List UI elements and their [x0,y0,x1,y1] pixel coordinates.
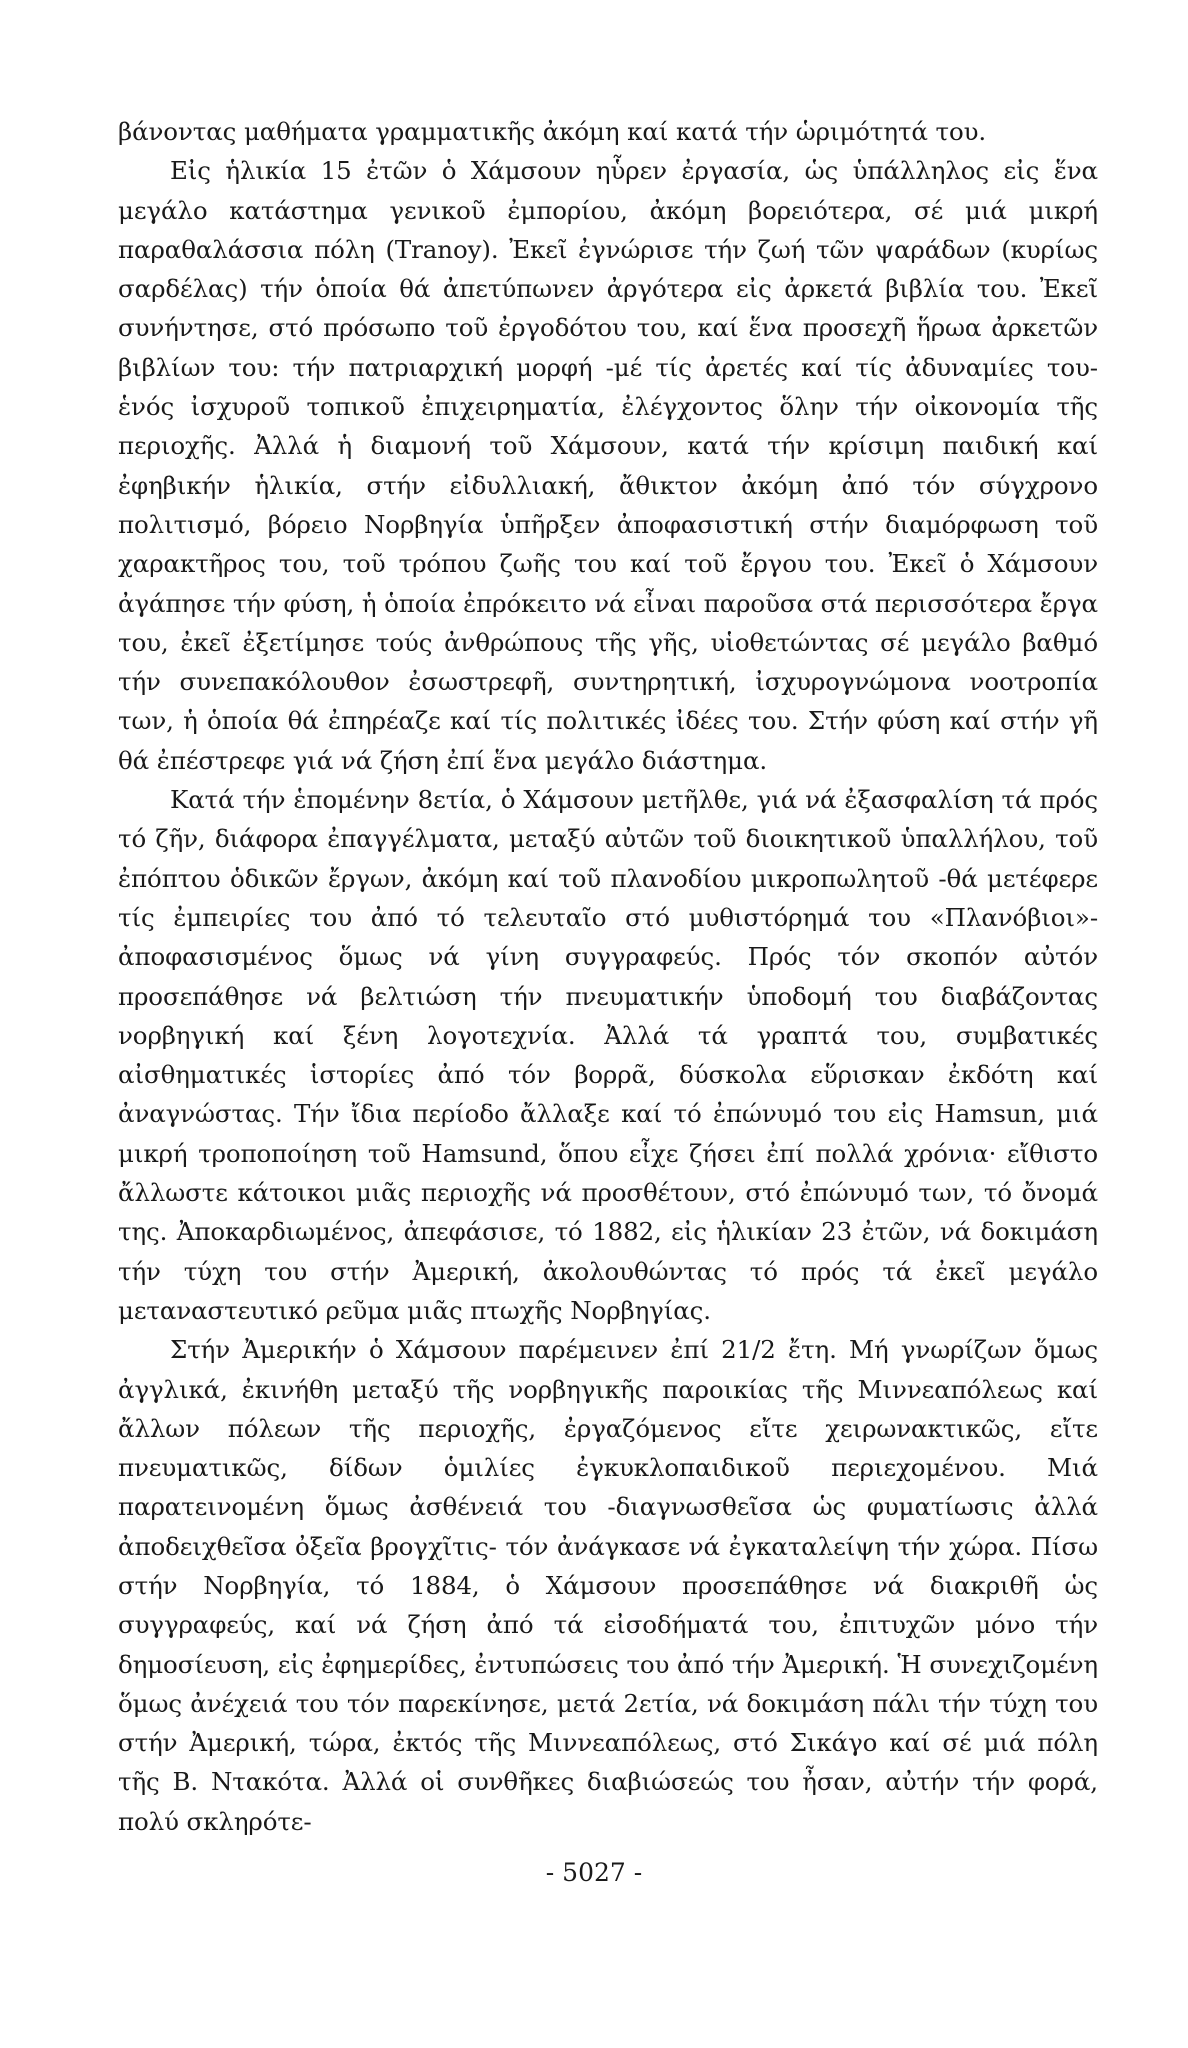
paragraph-professions: Κατά τήν ἑπομένην 8ετία, ὁ Χάμσουν μετῆλθε, γιά νά ἐξασφαλίση τά πρός τό ζῆν, διάφορα ἐπαγγέλματα, μεταξύ αὐτῶν τοῦ διοικητικοῦ ὑπαλλήλου, τοῦ ἐπόπτου ὁδικῶν ἔργων, ἀκόμη καί τοῦ πλανοδίου μικροπωλητοῦ -θά μετέφερε τίς ἐμπειρίες του ἀπό τό τελευταῖο στό μυθιστόρημά του «Πλανόβιοι»- ἀποφασισμένος ὅμως νά γίνη συγγραφεύς. Πρός τόν σκοπόν αὐτόν προσεπάθησε νά βελτιώση τήν πνευματικήν ὑποδομή του διαβάζοντας νορβηγική καί ξένη λογοτεχνία. Ἀλλά τά γραπτά του, συμβατικές αἰσθηματικές ἱστορίες ἀπό τόν βορρᾶ, δύσκολα εὕρισκαν ἐκδότη καί ἀναγνώστας. Τήν ἴδια περίοδο ἄλλαξε καί τό ἐπώνυμό του εἰς Hamsun, μιά μικρή τροποποίηση τοῦ Hamsund, ὅπου εἶχε ζήσει ἐπί πολλά χρόνια· εἴθιστο ἄλλωστε κάτοικοι μιᾶς περιοχῆς νά προσθέτουν, στό ἐπώνυμό των, τό ὄνομά της. Ἀποκαρδιωμένος, ἀπεφάσισε, τό 1882, εἰς ἡλικίαν 23 ἐτῶν, νά δοκιμάση τήν τύχη του στήν Ἀμερική, ἀκολουθώντας τό πρός τά ἐκεῖ μεγάλο μεταναστευτικό ρεῦμα μιᾶς πτωχῆς Νορβηγίας. [118,785,1098,1325]
paragraph-continuation: βάνοντας μαθήματα γραμματικῆς ἀκόμη καί κατά τήν ὡριμότητά του. [118,117,987,146]
paragraph-youth-employment: Εἰς ἡλικία 15 ἐτῶν ὁ Χάμσουν ηὗρεν ἐργασία, ὡς ὑπάλληλος εἰς ἕνα μεγάλο κατάστημα γενικοῦ ἐμπορίου, ἀκόμη βορειότερα, σέ μιά μικρή παραθαλάσσια πόλη (Tranoy). Ἐκεῖ ἐγνώρισε τήν ζωή τῶν ψαράδων (κυρίως σαρδέλας) τήν ὁποία θά ἀπετύπωνεν ἀργότερα εἰς ἀρκετά βιβλία του. Ἐκεῖ συνήντησε, στό πρόσωπο τοῦ ἐργοδότου του, καί ἕνα προσεχῆ ἥρωα ἀρκετῶν βιβλίων του: τήν πατριαρχική μορφή -μέ τίς ἀρετές καί τίς ἀδυναμίες του- ἑνός ἰσχυροῦ τοπικοῦ ἐπιχειρηματία, ἐλέγχοντος ὅλην τήν οἰκονομία τῆς περιοχῆς. Ἀλλά ἡ διαμονή τοῦ Χάμσουν, κατά τήν κρίσιμη παιδική καί ἐφηβικήν ἡλικία, στήν εἰδυλλιακή, ἄθικτον ἀκόμη ἀπό τόν σύγχρονο πολιτισμό, βόρειο Νορβηγία ὑπῆρξεν ἀποφασιστική στήν διαμόρφωση τοῦ χαρακτῆρος του, τοῦ τρόπου ζωῆς του καί τοῦ ἔργου του. Ἐκεῖ ὁ Χάμσουν ἀγάπησε τήν φύση, ἡ ὁποία ἐπρόκειτο νά εἶναι παροῦσα στά περισσότερα ἔργα του, ἐκεῖ ἐξετίμησε τούς ἀνθρώπους τῆς γῆς, υἱοθετώντας σέ μεγάλο βαθμό τήν συνεπακόλουθον ἐσωστρεφῆ, συντηρητική, ἰσχυρογνώμονα νοοτροπία των, ἡ ὁποία θά ἐπηρέαζε καί τίς πολιτικές ἰδέες του. Στήν φύση καί στήν γῆ θά ἐπέστρεφε γιά νά ζήση ἐπί ἕνα μεγάλο διάστημα. [118,156,1098,775]
paragraph-america: Στήν Ἀμερικήν ὁ Χάμσουν παρέμεινεν ἐπί 21/2 ἔτη. Μή γνωρίζων ὅμως ἀγγλικά, ἐκινήθη μεταξύ τῆς νορβηγικῆς παροικίας τῆς Μιννεαπόλεως καί ἄλλων πόλεων τῆς περιοχῆς, ἐργαζόμενος εἴτε χειρωνακτικῶς, εἴτε πνευματικῶς, δίδων ὁμιλίες ἐγκυκλοπαιδικοῦ περιεχομένου. Μιά παρατεινομένη ὅμως ἀσθένειά του -διαγνωσθεῖσα ὡς φυματίωσις ἀλλά ἀποδειχθεῖσα ὀξεῖα βρογχῖτις- τόν ἀνάγκασε νά ἐγκαταλείψη τήν χώρα. Πίσω στήν Νορβηγία, τό 1884, ὁ Χάμσουν προσεπάθησε νά διακριθῆ ὡς συγγραφεύς, καί νά ζήση ἀπό τά εἰσοδήματά του, ἐπιτυχῶν μόνο τήν δημοσίευση, εἰς ἐφημερίδες, ἐντυπώσεις του ἀπό τήν Ἀμερική. Ἡ συνεχιζομένη ὅμως ἀνέχειά του τόν παρεκίνησε, μετά 2ετία, νά δοκιμάση πάλι τήν τύχη του στήν Ἀμερική, τώρα, ἐκτός τῆς Μιννεαπόλεως, στό Σικάγο καί σέ μιά πόλη τῆς Β. Ντακότα. Ἀλλά οἱ συνθῆκες διαβιώσεώς του ἦσαν, αὐτήν τήν φορά, πολύ σκληρότε- [118,1335,1098,1836]
document-body [118,112,1098,1841]
page-number: - 5027 - [545,1858,643,1887]
